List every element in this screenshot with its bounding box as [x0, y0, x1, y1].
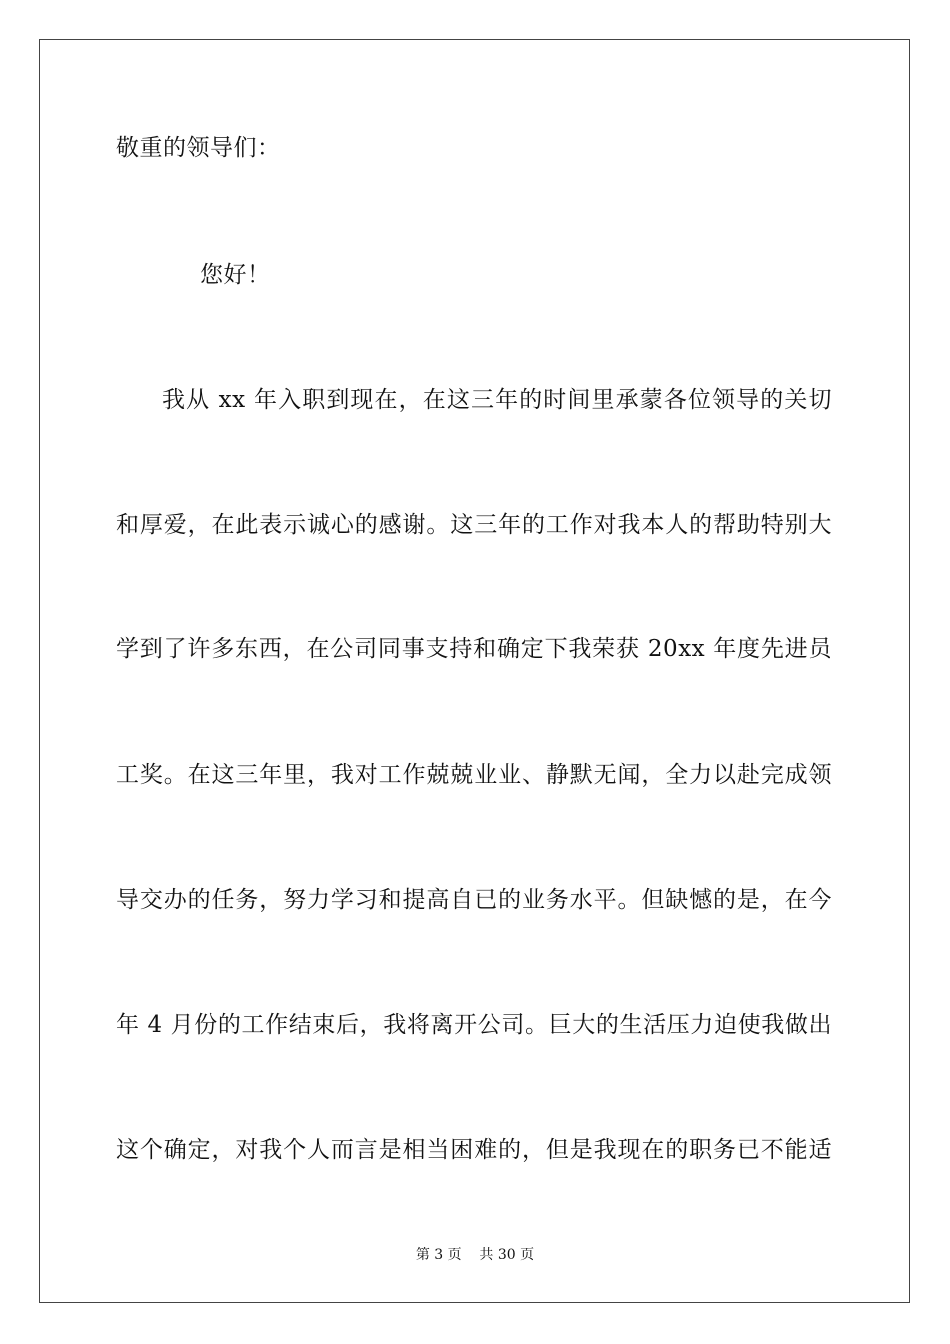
body-line-3: 学到了许多东西，在公司同事支持和确定下我荣获 20xx 年度先进员 — [116, 636, 832, 662]
body-line-6: 年 4 月份的工作结束后，我将离开公司。巨大的生活压力迫使我做出 — [116, 1012, 832, 1038]
body-line-5: 导交办的任务，努力学习和提高自已的业务水平。但缺憾的是，在今 — [116, 887, 832, 913]
greeting: 您好！ — [200, 262, 271, 288]
page-number-footer: 第 3 页 共 30 页 — [415, 1247, 535, 1263]
salutation: 敬重的领导们： — [116, 135, 281, 161]
body-line-2: 和厚爱，在此表示诚心的感谢。这三年的工作对我本人的帮助特别大 — [116, 512, 832, 538]
body-line-7: 这个确定，对我个人而言是相当困难的，但是我现在的职务已不能适 — [116, 1137, 832, 1163]
body-line-4: 工奖。在这三年里，我对工作兢兢业业、静默无闻，全力以赴完成领 — [116, 762, 832, 788]
body-line-1: 我从 xx 年入职到现在，在这三年的时间里承蒙各位领导的关切 — [162, 387, 832, 413]
page-border — [39, 39, 910, 1303]
